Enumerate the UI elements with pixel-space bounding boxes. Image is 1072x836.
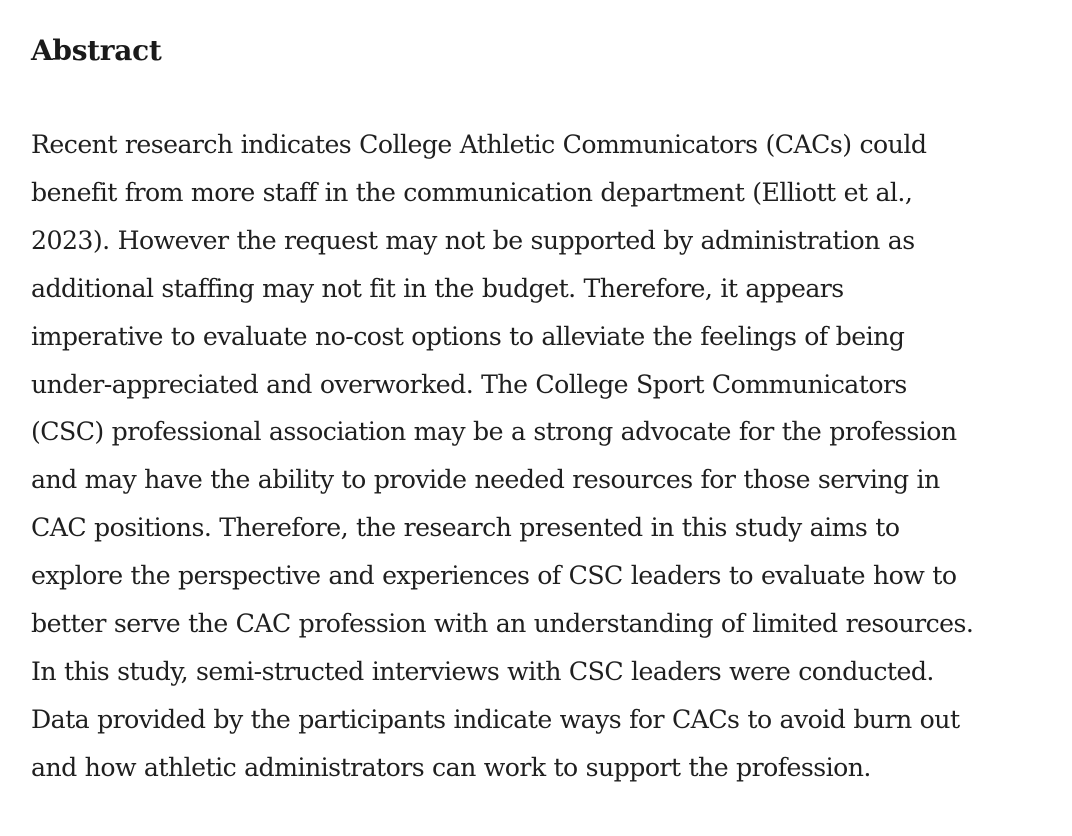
- abstract-line: In this study, semi-structed interviews with CSC leaders were conducted.: [31, 656, 934, 686]
- abstract-line: benefit from more staff in the communication department (Elliott et al.,: [31, 177, 913, 207]
- abstract-line: 2023). However the request may not be supported by administration as: [31, 225, 915, 255]
- abstract-line: Recent research indicates College Athletic Communicators (CACs) could: [31, 130, 927, 159]
- abstract-line: explore the perspective and experiences of CSC leaders to evaluate how to: [31, 561, 957, 591]
- abstract-line: Data provided by the participants indicate ways for CACs to avoid burn out: [31, 704, 960, 734]
- abstract-body: [31, 121, 1031, 792]
- abstract-line: and how athletic administrators can work to support the profession.: [31, 752, 871, 782]
- abstract-line: CAC positions. Therefore, the research presented in this study aims to: [31, 513, 900, 543]
- abstract-line: under-appreciated and overworked. The College Sport Communicators: [31, 369, 907, 399]
- abstract-line: imperative to evaluate no-cost options to alleviate the feelings of being: [31, 321, 905, 351]
- abstract-heading: Abstract: [31, 34, 162, 67]
- abstract-line: and may have the ability to provide needed resources for those serving in: [31, 465, 940, 495]
- abstract-line: better serve the CAC profession with an understanding of limited resources.: [31, 609, 974, 639]
- abstract-line: (CSC) professional association may be a strong advocate for the profession: [31, 417, 957, 447]
- abstract-line: additional staffing may not fit in the budget. Therefore, it appears: [31, 273, 844, 303]
